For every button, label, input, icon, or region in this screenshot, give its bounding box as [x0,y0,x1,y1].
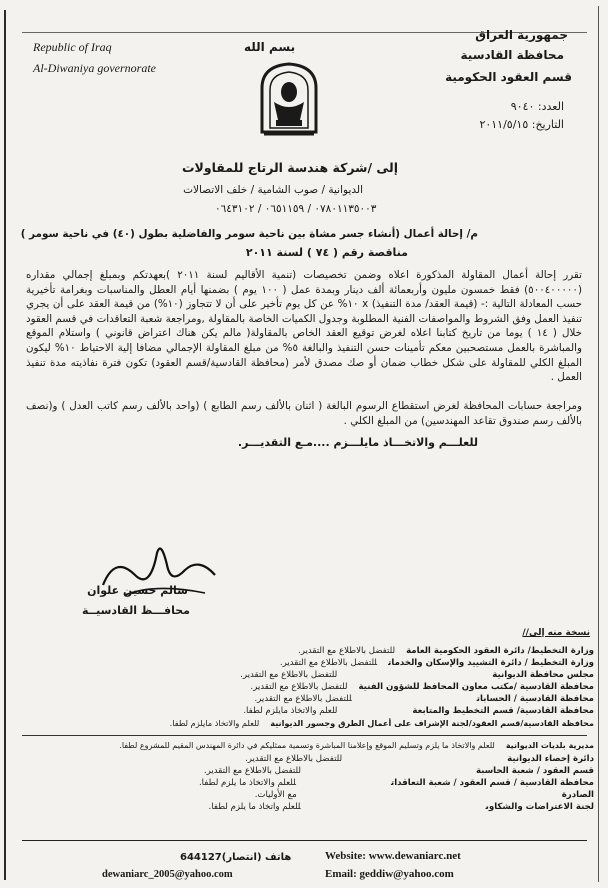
phone-label: هاتف (انتصار) [221,852,292,863]
body-paragraph-fees: ومراجعة حسابات المحافظة لغرض استقطاع الرسوم البالغة ( اثنان بالألف رسم الطابع ) (واحد بالألف رسم كاتب العدل ) و(نصف بالألف رسم صندوق تقاعد المهندسين) من المبلغ الكلي . [26,400,582,427]
cc-row [280,658,594,668]
cc-row [204,766,594,776]
tender-number: مناقصة رقم ( ٧٤ ) لسنة ٢٠١١ [245,246,408,259]
cc-note: للعلم واتخاذ ما يلزم لطفا. [208,802,301,812]
cc-note: للعلم والاتخاذ ما يلزم وتسليم الموقع وإعلامنا المباشرة وتسمية ممثليكم في دائرة المهندس المقيم للمشروع لطفا. [119,741,495,750]
cc-row [240,670,594,680]
recipient-address: الديوانية / صوب الشامية / خلف الاتصالات [183,184,363,196]
cc-destination: مديرية بلديات الديوانية [505,741,594,750]
cc-row [209,802,595,812]
cc-heading: نسخة منه إلى// [522,628,590,638]
footer-rule [22,840,587,841]
cc-destination: محافظة القادسية/ قسم التخطيط والمتابعة [412,706,594,716]
recipient-phones: ٠٧٨٠١١٣٥٠٠٣ / ٠٦٥١١٥٩ / ٠٦٤٣١٠٢ [215,203,377,215]
cc-note: للتفضل بالاطلاع مع التقدير. [240,670,338,680]
email-label: Email: [325,868,357,880]
body-paragraph-main: تقرر إحالة أعمال المقاولة المذكورة اعلاه وضمن تخصيصات (تنمية الأقاليم لسنة ٢٠١١ )بعهدتكم وبمبلغ إجمالي مقداره (٥٠٠٤٠٠٠٠٠) فقط خمسون مليون وأربعمائة ألف دينار وبمدة عمل ( ١٠٠ يوم ) بضمنها أيام العطل والمناسبات وبغرامة تأخيرية حسب المعادلة التالية :- (قيمة العقد/ مدة التنفيذ) x ١٠% عن كل يوم تأخير على أن لا تتجاوز (١٠%) من قيمة العقد على أن يجري تنفيذ العمل وفق الشروط والمواصفات الفنية المطلوبة وجدول الكميات الخاصة بالمقاولة ,ومراجعة شعبة التعاقدات في قسم العقود خلال ( ١٤ ) يوما من تاريخ كتابنا اعلاه لغرض توقيع العقد الخاص بالمقاولة( مالم يكن هناك اعتراض قانوني ) واستلام الموقع والمباشرة بالعمل مستصحبين معكم تأمينات حسن التنفيذ والبالغة ٥% من مبلغ المقاولة الإجمالي مضافا إلية الاحتياط ١٠% ليكون المبلغ الكلي للمقاولة على شكل خطاب ضمان أو صك مصدق لأمر (محافظة القادسية/قسم العقود) تكون فترة نفاذيته مدة تنفيذ العمل . [26,269,583,384]
footer-email2[interactable]: dewaniarc_2005@yahoo.com [102,869,233,880]
cc-destination: وزارة التخطيط/ دائرة العقود الحكومية العامة [406,646,594,656]
header-ar-governorate: محافظة القادسية [460,48,564,62]
cc-row [254,694,594,704]
cc-destination: محافظة القادسية / قسم العقود / شعبة التعاقدات [391,778,594,788]
header-en-country: Republic of Iraq [33,40,112,54]
cc-row [243,706,594,716]
subject-line: م/ إحالة أعمال (أنشاء جسر مشاة بين ناحية سومر والفاضلية بطول (٤٠) في ناحية سومر ) [20,228,478,240]
header-ar-department: قسم العقود الحكومية [445,70,572,84]
cc-destination: محافظة القادسية /مكتب معاون المحافظ للشؤون الفنية [358,682,594,692]
cc-note: للتفضل بالاطلاع مع التقدير. [254,694,352,704]
cc-row [255,790,594,800]
letter-date [479,118,564,131]
closing-line: للعلـــم والاتخـــاذ مايلـــزم ....مـع التقديـــر. [237,436,478,449]
cc-row [119,741,594,750]
ref-label: العدد: [537,100,564,113]
ref-number [511,100,564,113]
footer-website [325,850,461,862]
cc-separator [22,735,587,736]
cc-note: للعلم والاتخاذ ما يلزم لطفا. [198,778,296,788]
website-label: Website: [325,850,366,862]
date-value: ٢٠١١/٥/١٥ [479,118,529,131]
cc-destination: محافظة القادسية / الحسابات [476,694,594,704]
cc-note: للتفضل بالاطلاع مع التقدير. [279,658,378,668]
cc-row [170,718,594,728]
cc-destination: وزارة التخطيط / دائرة التشييد والإسكان والخدمات [388,658,594,668]
date-label: التاريخ: [531,118,564,131]
left-border-line [4,10,6,880]
cc-destination: مجلس محافظة الديوانية [492,670,594,680]
cc-note: للتفضل بالاطلاع مع التقدير. [250,682,348,692]
cc-note: للتفضل بالاطلاع مع التقدير. [203,766,301,776]
phone-number: 644127 [180,852,222,863]
cc-row [298,646,594,656]
iraq-emblem-logo [250,58,328,140]
cc-destination: لجنة الاعتراضات والشكاوى [485,802,594,812]
cc-destination: الصادرة [561,790,594,800]
cc-note: مع الأوليات. [254,790,297,800]
header-en-governorate: Al-Diwaniya governorate [33,61,156,75]
cc-row [250,682,594,692]
right-border-line [598,6,599,882]
signatory-title: محافـــظ القادسيــة [81,604,190,617]
cc-row [199,778,594,788]
cc-note: للتفضل بالاطلاع مع التقدير. [245,754,343,764]
cc-note: للتفضل بالاطلاع مع التقدير. [298,646,396,656]
recipient-to: إلى /شركة هندسة الرتاج للمقاولات [181,160,398,175]
basmala: بسم الله [244,40,296,54]
cc-destination: دائرة إحصاء الديوانية [507,754,594,764]
footer-phone [180,852,291,863]
header-ar-republic: جمهورية العراق [475,28,568,42]
cc-row [245,754,594,764]
website-url[interactable]: www.dewaniarc.net [368,850,461,862]
cc-note: للعلم والاتخاذ مايلزم لطفا. [169,718,260,728]
cc-destination: قسم العقود / شعبة الحاسبة [475,766,594,776]
cc-destination: محافظة القادسية/قسم العقود/لجنة الإشراف على أعمال الطرق وجسور الديوانية [270,718,594,728]
email-address[interactable]: geddiw@yahoo.com [359,868,454,880]
cc-note: للعلم والاتخاذ مايلزم لطفا. [243,706,338,716]
ref-value: ٩٠٤٠ [510,100,535,113]
signatory-name: سالم حسين علوان [87,584,188,597]
footer-email [325,868,454,880]
